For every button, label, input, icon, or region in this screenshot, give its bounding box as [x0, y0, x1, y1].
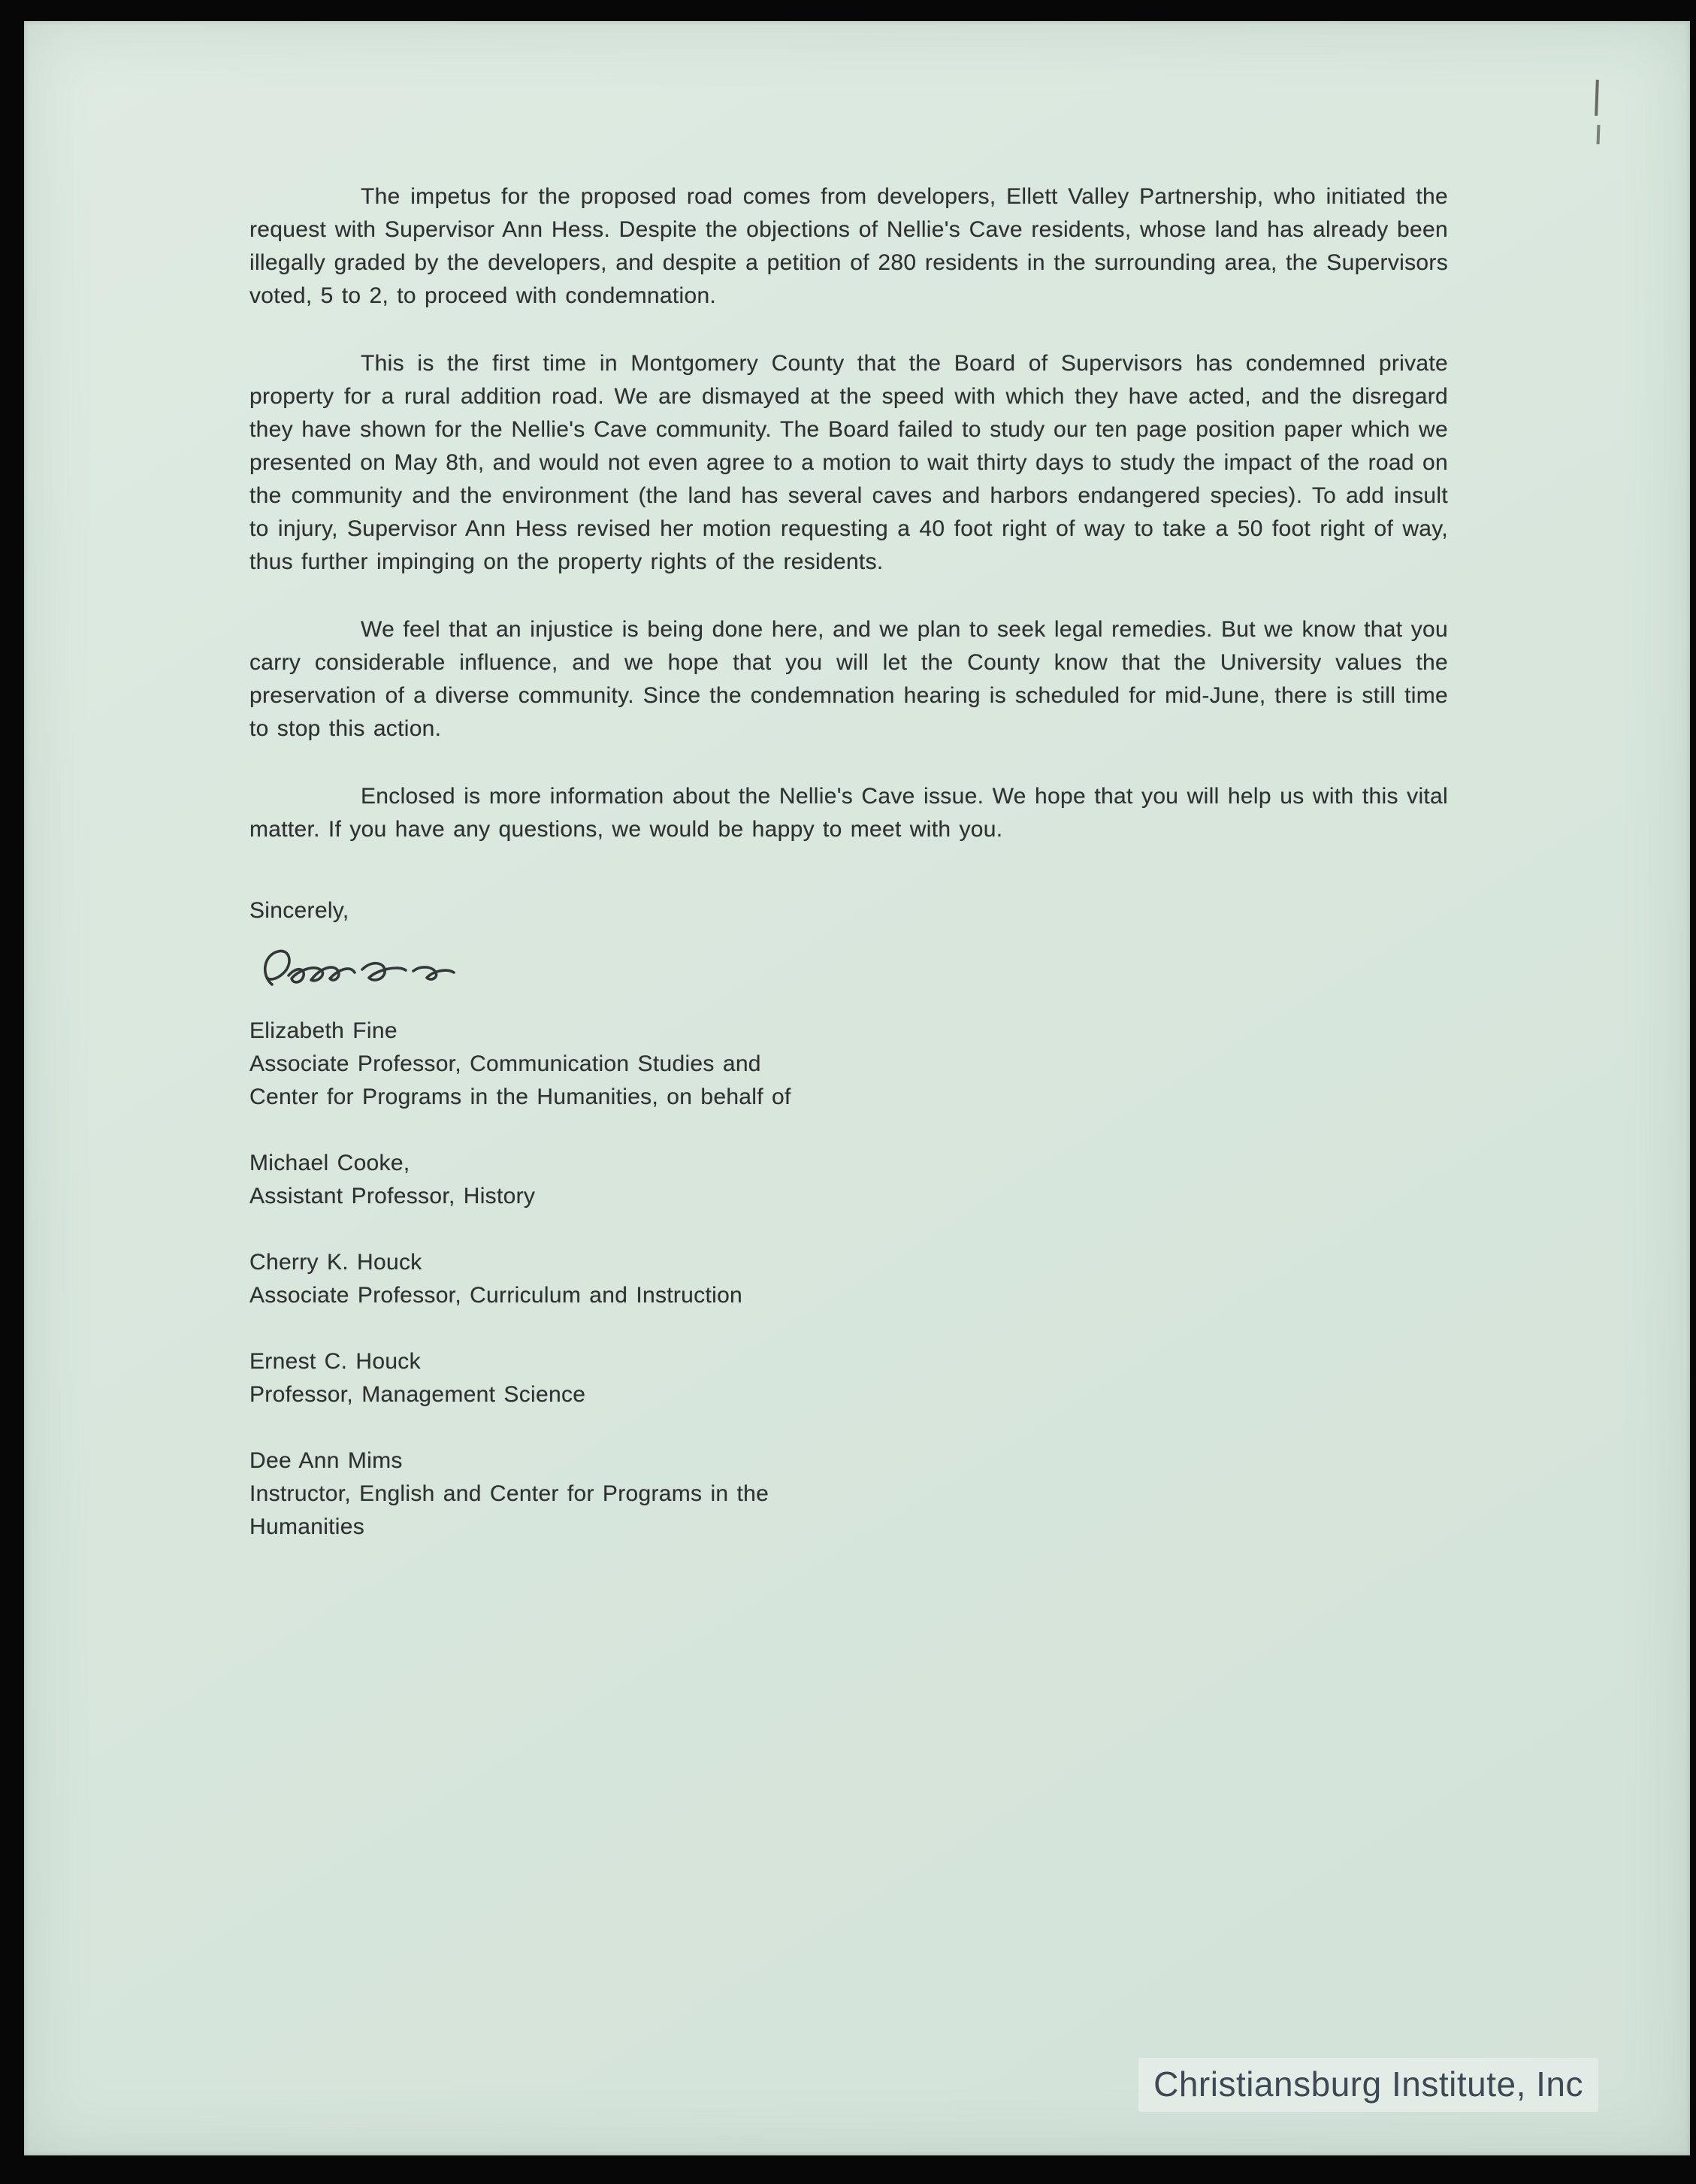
signatory-title: Associate Professor, Curriculum and Instruction	[249, 1283, 743, 1308]
signatory-name: Dee Ann Mims	[249, 1448, 403, 1473]
letter-content	[249, 180, 1448, 1577]
letter-paragraph: Enclosed is more information about the Nellie's Cave issue. We hope that you will help us with this vital matter. If you have any questions, we would be happy to meet with you.	[249, 784, 1448, 842]
signatory-name: Elizabeth Fine	[249, 1018, 398, 1043]
signatory-title: Humanities	[249, 1514, 365, 1539]
signatory-name: Ernest C. Houck	[249, 1349, 421, 1374]
signatory-block	[249, 1444, 1448, 1544]
signatory-title: Assistant Professor, History	[249, 1184, 536, 1208]
signatory-name: Michael Cooke,	[249, 1151, 410, 1175]
signatory-title: Center for Programs in the Humanities, on behalf of	[249, 1084, 791, 1109]
letter-paragraph: The impetus for the proposed road comes from developers, Ellett Valley Partnership, who initiated the request with Supervisor Ann Hess. Despite the objections of Nellie's Cave residents, whose land has already been illegally graded by the developers, and despite a petition of 280 residents in the surrounding area, the Supervisors voted, 5 to 2, to proceed with condemnation.	[249, 184, 1448, 308]
signatory-block	[249, 1345, 1448, 1411]
scan-artifact-mark	[1597, 125, 1601, 144]
letter-paragraph: We feel that an injustice is being done here, and we plan to seek legal remedies. But we know that you carry considerable influence, and we hope that you will let the County know that the University values the preservation of a diverse community. Since the condemnation hearing is scheduled for mid-June, there is still time to stop this action.	[249, 617, 1448, 741]
signatory-title: Instructor, English and Center for Programs in the	[249, 1481, 769, 1506]
letter-paragraph: This is the first time in Montgomery County that the Board of Supervisors has condemned private property for a rural addition road. We are dismayed at the speed with which they have acted, and the disregard they have shown for the Nellie's Cave community. The Board failed to study our ten page position paper which we presented on May 8th, and would not even agree to a motion to wait thirty days to study the impact of the road on the community and the environment (the land has several caves and harbors endangered species). To add insult to injury, Supervisor Ann Hess revised her motion requesting a 40 foot right of way to take a 50 foot right of way, thus further impinging on the property rights of the residents.	[249, 351, 1448, 574]
watermark: Christiansburg Institute, Inc	[1138, 2058, 1598, 2112]
signatory-block	[249, 1147, 1448, 1213]
closing-salutation: Sincerely,	[249, 898, 349, 923]
signatory-block	[249, 1015, 1448, 1114]
signatory-name: Cherry K. Houck	[249, 1250, 422, 1275]
signatory-title: Associate Professor, Communication Studies and	[249, 1051, 761, 1076]
scan-artifact-mark	[1595, 80, 1599, 116]
signatory-block	[249, 1246, 1448, 1312]
letter-paper	[24, 21, 1690, 2155]
signatory-title: Professor, Management Science	[249, 1382, 586, 1407]
handwritten-signature	[249, 938, 1448, 1013]
